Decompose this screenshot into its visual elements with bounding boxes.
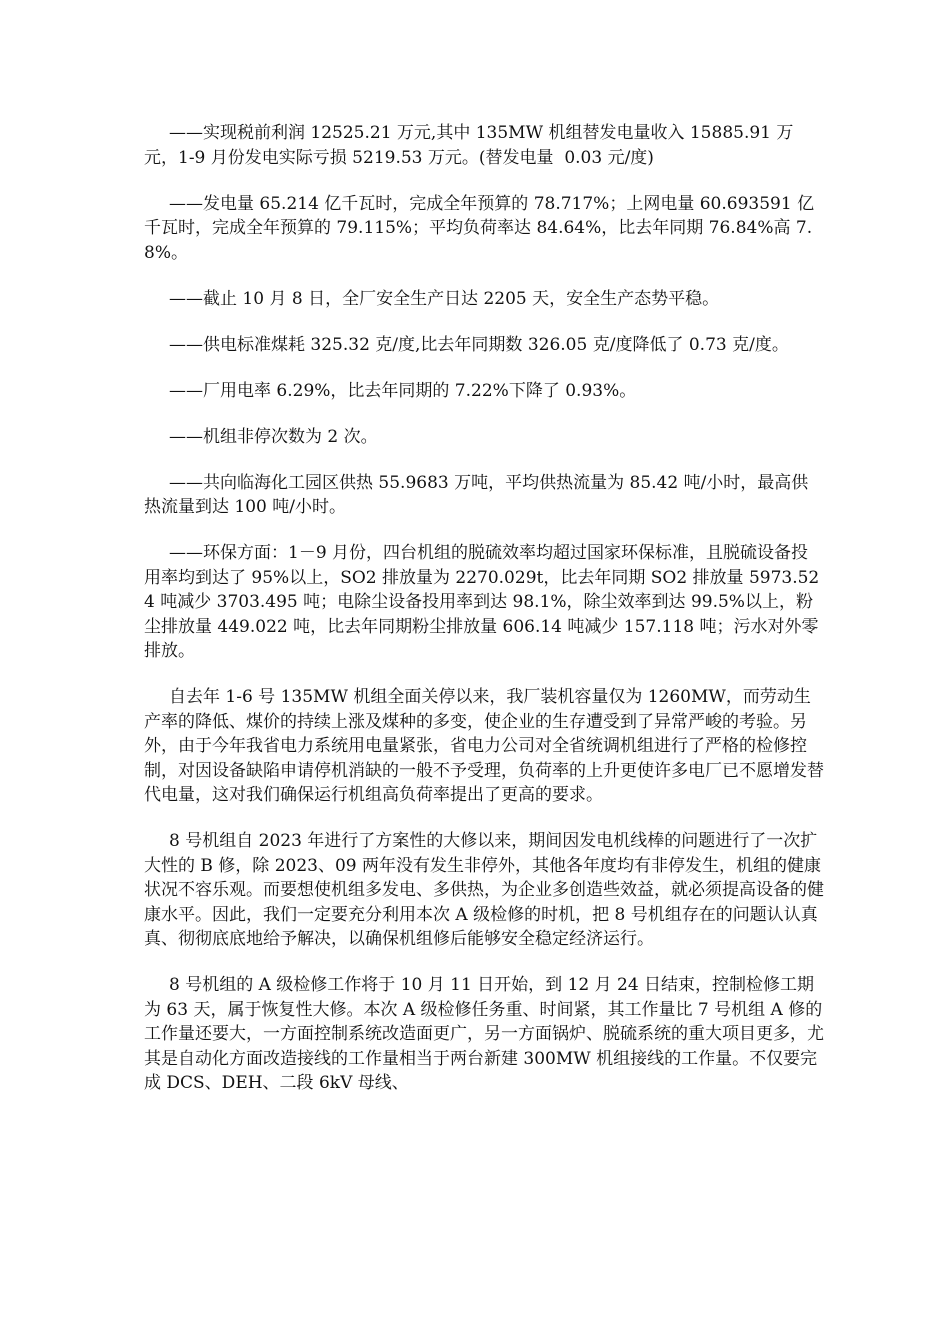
paragraph-safety-days: ——截止 10 月 8 日，全厂安全生产日达 2205 天，安全生产态势平稳。 bbox=[169, 288, 720, 309]
paragraph-unplanned-outages: ——机组非停次数为 2 次。 bbox=[169, 426, 378, 447]
document-body bbox=[144, 121, 824, 1117]
paragraph-coal-consumption: ——供电标准煤耗 325.32 克/度,比去年同期数 326.05 克/度降低了 0.73 克/度。 bbox=[169, 334, 789, 355]
paragraph-auxiliary-power: ——厂用电率 6.29%，比去年同期的 7.22%下降了 0.93%。 bbox=[169, 380, 637, 401]
paragraph-heat-supply: ——共向临海化工园区供热 55.9683 万吨，平均供热流量为 85.42 吨/小时，最高供热流量到达 100 吨/小时。 bbox=[144, 472, 809, 517]
paragraph-capacity-context: 自去年 1-6 号 135MW 机组全面关停以来，我厂装机容量仅为 1260MW，而劳动生产率的降低、煤价的持续上涨及煤种的多变，使企业的生存遭受到了异常严峻的考验。另外，由于今年我省电力系统用电量紧张，省电力公司对全省统调机组进行了严格的检修控制，对因设备缺陷申请停机消缺的一般不予受理，负荷率的上升更使许多电厂已不愿增发替代电量，这对我们确保运行机组高负荷率提出了更高的要求。 bbox=[144, 687, 824, 805]
paragraph-unit8-history: 8 号机组自 2023 年进行了方案性的大修以来，期间因发电机线棒的问题进行了一次扩大性的 B 修，除 2023、09 两年没有发生非停外，其他各年度均有非停发生，机组的健康状况不容乐观。而要想使机组多发电、多供热，为企业多创造些效益，就必须提高设备的健康水平。因此，我们一定要充分利用本次 A 级检修的时机，把 8 号机组存在的问题认认真真、彻彻底底地给予解决，以确保机组修后能够安全稳定经济运行。 bbox=[144, 831, 824, 949]
paragraph-generation: ——发电量 65.214 亿千瓦时，完成全年预算的 78.717%；上网电量 60.693591 亿千瓦时，完成全年预算的 79.115%；平均负荷率达 84.64%，比去年同期 76.84%高 7.8%。 bbox=[144, 193, 815, 263]
paragraph-environmental: ——环保方面：1－9 月份，四台机组的脱硫效率均超过国家环保标准，且脱硫设备投用率均到达了 95%以上，SO2 排放量为 2270.029t，比去年同期 SO2 排放量 5973.524 吨减少 3703.495 吨；电除尘设备投用率到达 98.1%，除尘效率到达 99.5%以上，粉尘排放量 449.022 吨，比去年同期粉尘排放量 606.14 吨减少 157.118 吨；污水对外零排放。 bbox=[144, 543, 820, 661]
paragraph-profit: ——实现税前利润 12525.21 万元,其中 135MW 机组替发电量收入 15885.91 万元，1-9 月份发电实际亏损 5219.53 万元。(替发电量 0.03 元/度) bbox=[144, 123, 794, 168]
paragraph-unit8-overhaul: 8 号机组的 A 级检修工作将于 10 月 11 日开始，到 12 月 24 日结束，控制检修工期为 63 天，属于恢复性大修。本次 A 级检修任务重、时间紧，其工作量比 7 号机组 A 修的工作量还要大，一方面控制系统改造面更广，另一方面锅炉、脱硫系统的重大项目更多，尤其是自动化方面改造接线的工作量相当于两台新建 300MW 机组接线的工作量。不仅要完成 DCS、DEH、二段 6kV 母线、 bbox=[144, 975, 824, 1093]
